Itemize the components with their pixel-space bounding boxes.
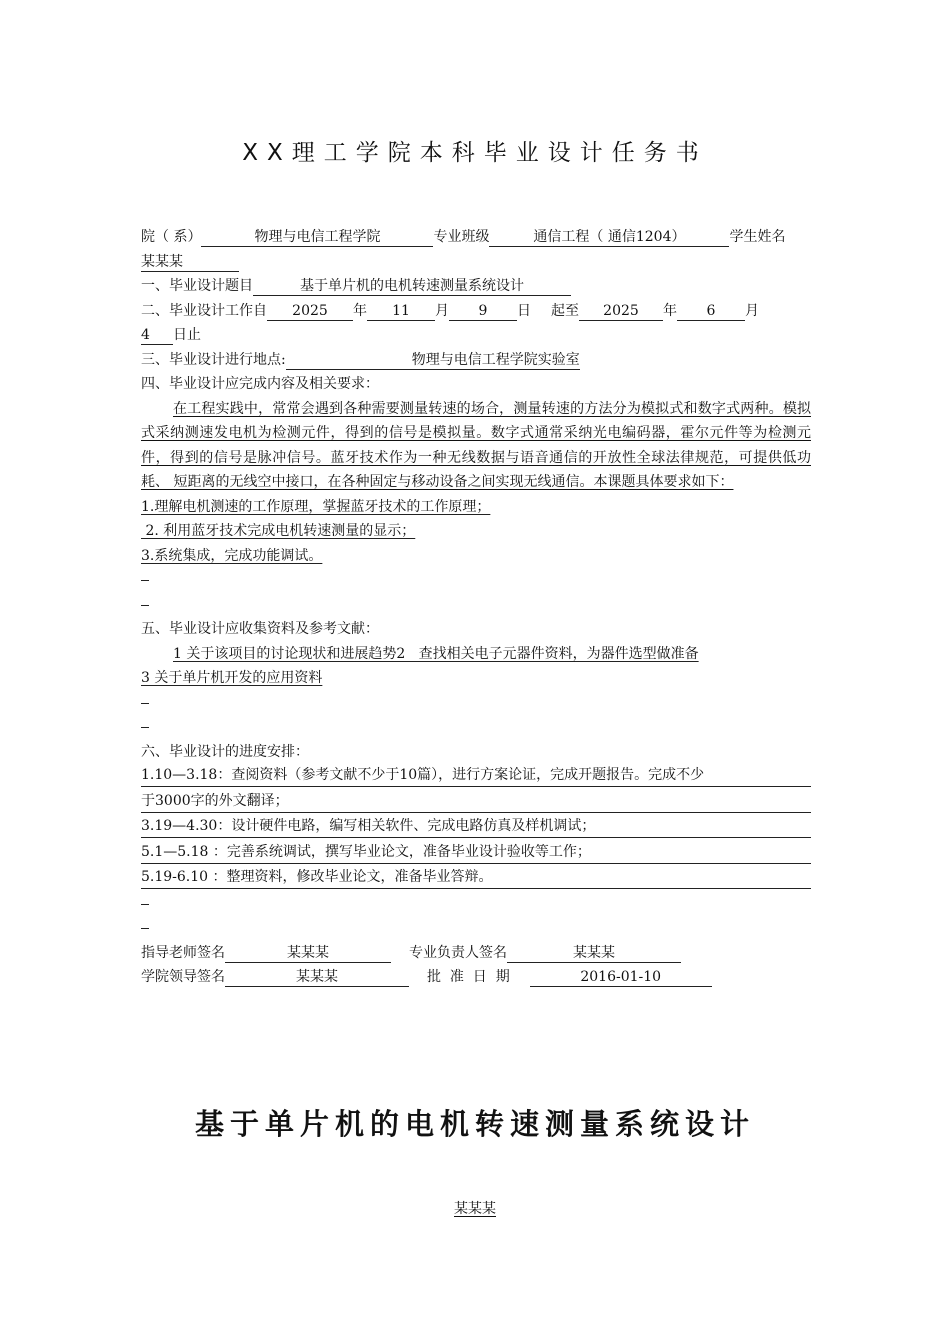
leader-signature: 某某某	[225, 968, 409, 987]
start-day-char: 日	[517, 302, 531, 319]
schedule-item: 于3000字的外文翻译；	[141, 790, 811, 813]
schedule-item: 3.19—4.30：设计硬件电路，编写相关软件、完成电路仿真及样机调试；	[141, 815, 811, 838]
start-day: 9	[449, 302, 517, 321]
blank-line	[141, 892, 811, 917]
topic-label: 一、毕业设计题目	[141, 278, 253, 294]
location-label: 三、毕业设计进行地点:	[141, 351, 286, 368]
period-label: 二、毕业设计工作自	[141, 302, 267, 319]
student-value: 某某某	[141, 253, 239, 272]
period-row-2	[141, 323, 811, 348]
end-suffix: 日止	[173, 327, 201, 343]
requirement-item	[141, 519, 811, 544]
schedule-item: 5.19-6.10 ：整理资料，修改毕业论文，准备毕业答辩。	[141, 866, 811, 889]
location-row	[141, 348, 811, 373]
start-year-char: 年	[353, 302, 367, 319]
to-label: 起至	[551, 302, 579, 319]
requirement-text: 2. 利用蓝牙技术完成电机转速测量的显示；	[141, 523, 416, 539]
dept-label: 院（ 系）	[141, 229, 202, 245]
blank-line	[141, 916, 811, 941]
location-value: 物理与电信工程学院实验室	[286, 351, 580, 370]
major-value: 通信工程（ 通信1204）	[489, 228, 729, 247]
advisor-label: 指导老师签名	[141, 944, 225, 961]
start-month-char: 月	[435, 302, 449, 319]
topic-row	[141, 274, 811, 299]
period-row	[141, 299, 811, 324]
refs-text: 1 关于该项目的讨论现状和进展趋势2 查找相关电子元器件资料，为器件选型做准备	[173, 645, 699, 662]
requirement-item	[141, 495, 811, 520]
student-label: 学生姓名	[729, 229, 786, 245]
paper-author: 某某某	[454, 1201, 496, 1217]
end-month: 6	[677, 302, 745, 321]
requirement-text: 3.系统集成，完成功能调试。	[141, 547, 323, 564]
approval-date: 2016-01-10	[530, 968, 712, 987]
info-row	[141, 225, 811, 250]
end-year-char: 年	[663, 302, 677, 319]
requirement-text: 1.理解电机测速的工作原理，掌握蓝牙技术的工作原理；	[141, 498, 491, 515]
head-label: 专业负责人签名	[409, 944, 507, 961]
dept-value: 物理与电信工程学院	[201, 228, 433, 247]
blank-line	[141, 715, 811, 740]
end-year: 2025	[579, 302, 663, 321]
student-row	[141, 250, 811, 275]
end-day: 4	[141, 326, 173, 345]
content-heading: 四、毕业设计应完成内容及相关要求：	[141, 376, 379, 392]
schedule-heading: 六、毕业设计的进度安排：	[141, 743, 309, 760]
document-title: XX理工学院本科毕业设计任务书	[242, 140, 708, 166]
start-month: 11	[367, 302, 435, 321]
leader-label: 学院领导签名	[141, 969, 225, 985]
schedule-item: 1.10—3.18：查阅资料（参考文献不少于10篇），进行方案论证，完成开题报告。完成不少	[141, 764, 811, 787]
paper-title: 基于单片机的电机转速测量系统设计	[194, 1107, 755, 1141]
approval-date-label: 批 准 日 期	[427, 969, 510, 985]
blank-line	[141, 568, 811, 593]
blank-line	[141, 691, 811, 716]
major-label: 专业班级	[433, 229, 490, 245]
advisor-signature: 某某某	[225, 944, 391, 963]
refs-text: 3 关于单片机开发的应用资料	[141, 670, 323, 686]
signature-row	[141, 941, 811, 966]
start-year: 2025	[267, 302, 353, 321]
refs-heading: 五、毕业设计应收集资料及参考文献：	[141, 621, 379, 637]
topic-value: 基于单片机的电机转速测量系统设计	[253, 277, 571, 296]
signature-row	[141, 965, 811, 990]
refs-line	[141, 642, 811, 667]
end-month-char: 月	[745, 302, 759, 319]
requirement-item	[141, 544, 811, 569]
blank-line	[141, 593, 811, 618]
refs-line	[141, 666, 811, 691]
head-signature: 某某某	[507, 944, 681, 963]
content-paragraph: 在工程实践中，常常会遇到各种需要测量转速的场合，测量转速的方法分为模拟式和数字式两种。模拟式采纳测速发电机为检测元件，得到的信号是模拟量。数字式通常采纳光电编码器，霍尔元件等为检测元件，得到的信号是脉冲信号。蓝牙技术作为一种无线数据与语音通信的开放性全球法律规范，可提供低功耗、 短距离的无线空中接口，在各种固定与移动设备之间实现无线通信。本课题具体要求如下：	[141, 400, 811, 490]
schedule-item: 5.1—5.18 ：完善系统调试，撰写毕业论文，准备毕业设计验收等工作；	[141, 841, 811, 864]
task-form	[141, 225, 811, 990]
